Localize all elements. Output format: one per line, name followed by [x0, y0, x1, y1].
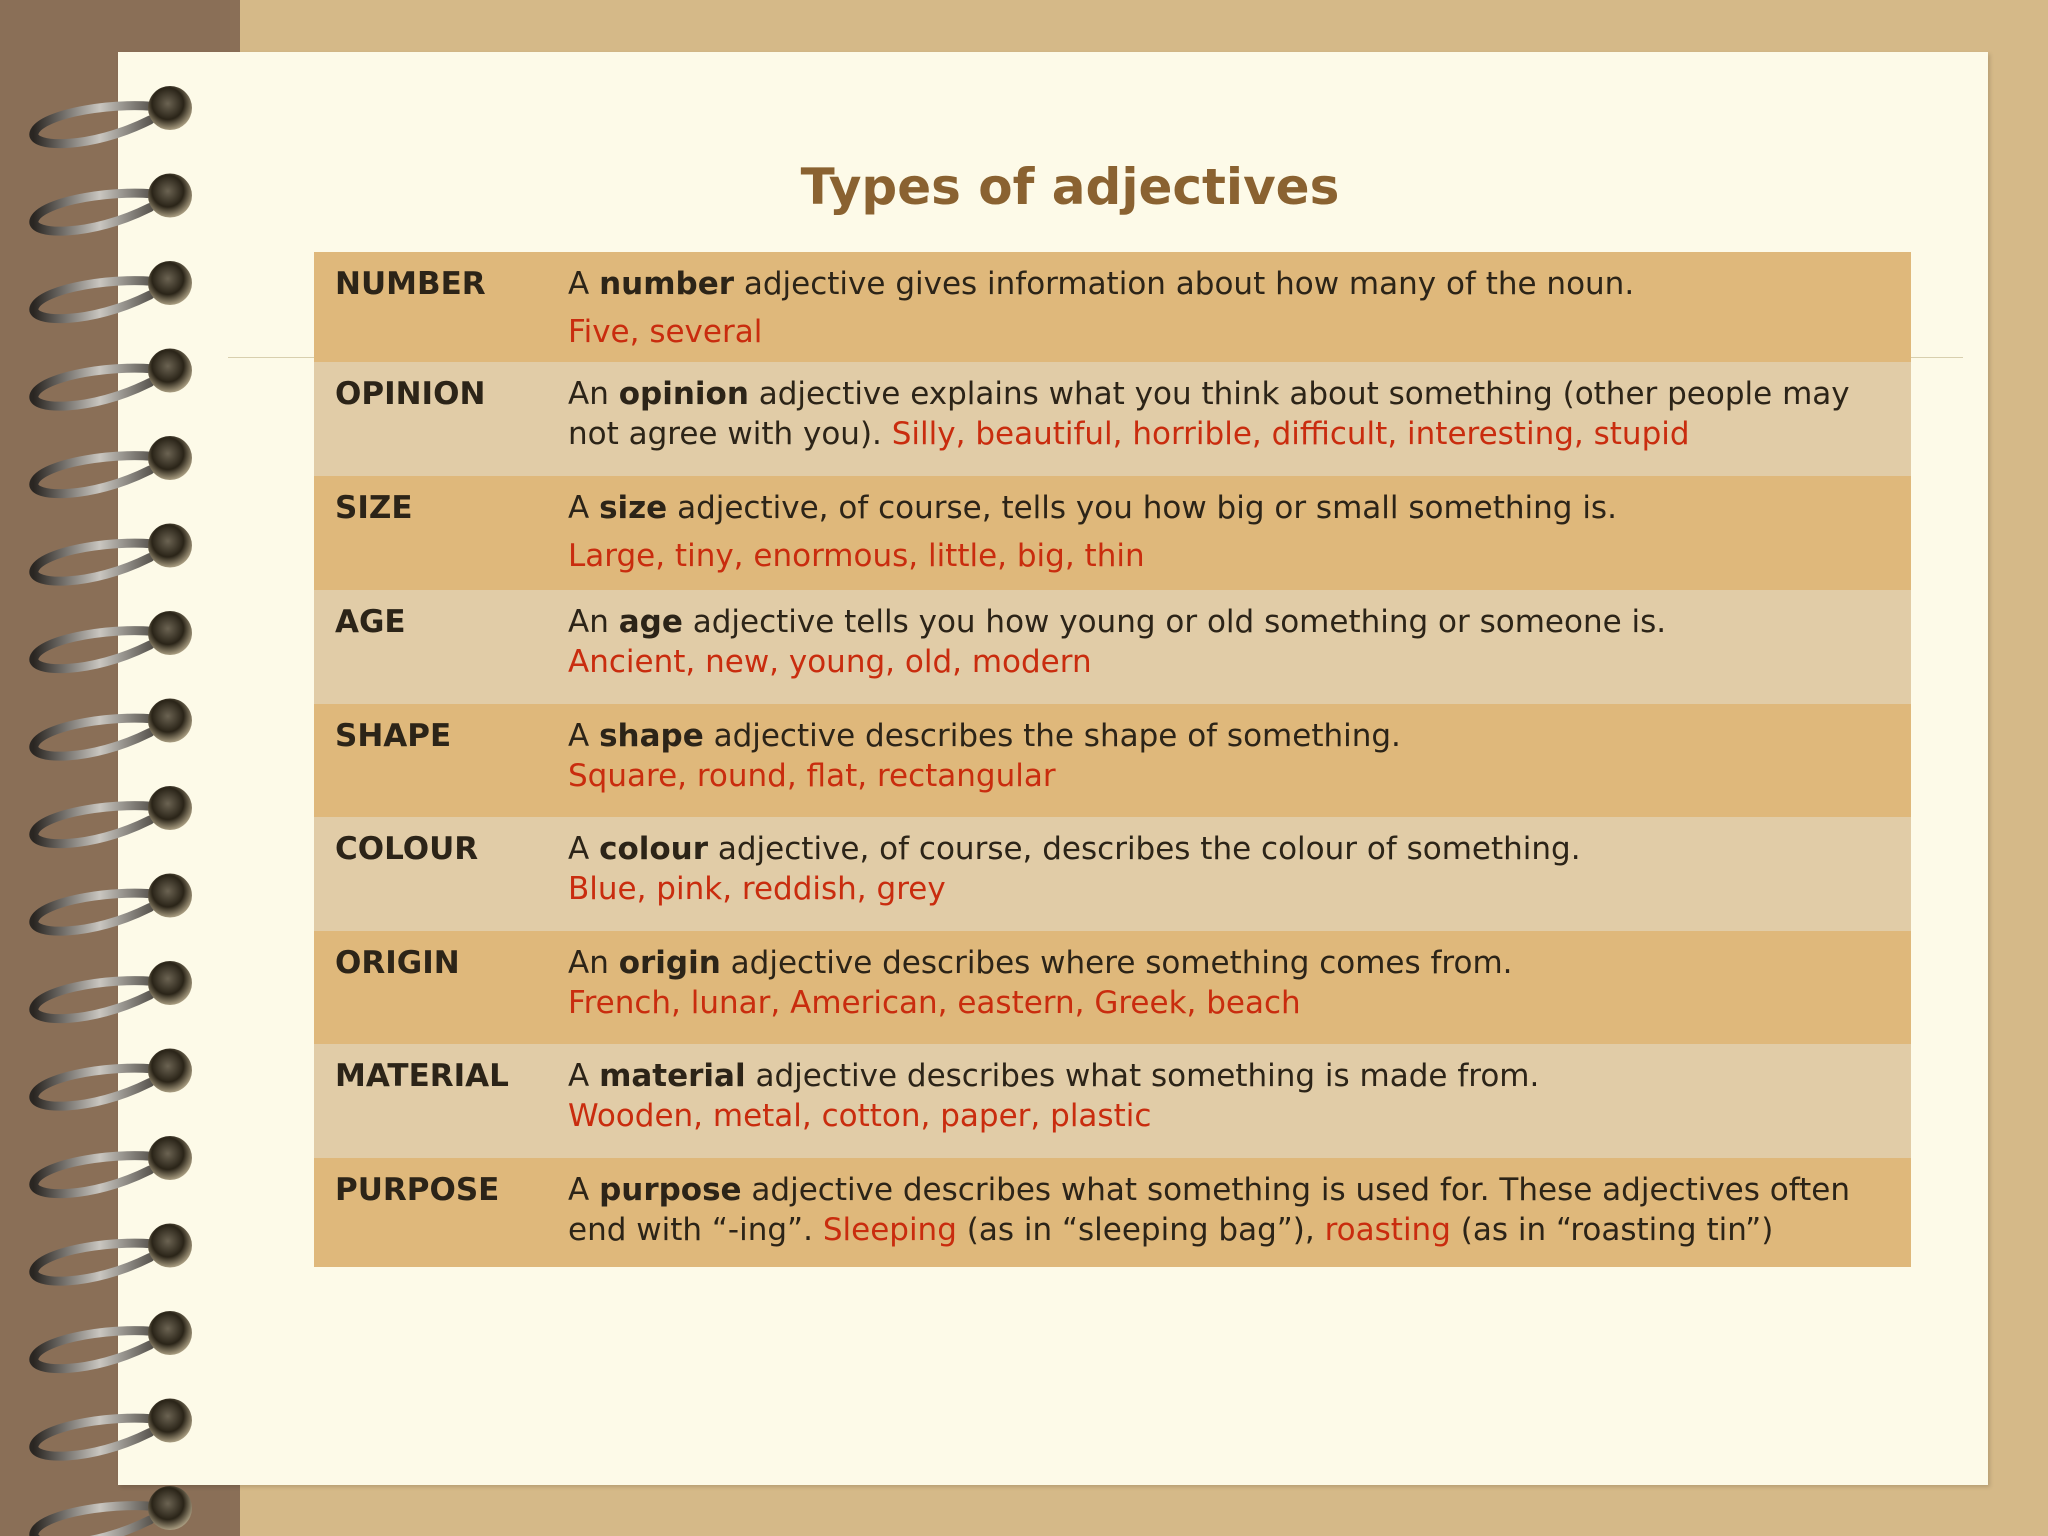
- row-description: A colour adjective, of course, describes the colour of something. Blue, pink, reddish, grey: [568, 829, 1887, 931]
- spiral-ring: [34, 1156, 166, 1194]
- row-keyword: origin: [618, 945, 721, 981]
- binding-hole: [148, 611, 192, 655]
- row-description: An age adjective tells you how young or old something or someone is. Ancient, new, young, old, modern: [568, 602, 1887, 704]
- row-keyword: age: [618, 604, 683, 640]
- binding-hole: [148, 874, 192, 918]
- row-description: An origin adjective describes where something comes from. French, lunar, American, eastern, Greek, beach: [568, 943, 1887, 1044]
- row-examples: Wooden, metal, cotton, paper, plastic: [568, 1098, 1152, 1134]
- row-keyword: shape: [599, 718, 704, 754]
- row-label: COLOUR: [335, 831, 479, 867]
- row-description: A size adjective, of course, tells you how big or small something is. Large, tiny, enormous, little, big, thin: [568, 488, 1887, 590]
- spiral-binding-icon: [0, 0, 240, 1536]
- row-label: PURPOSE: [335, 1172, 500, 1208]
- row-example-2: roasting: [1324, 1212, 1451, 1248]
- row-examples: Square, round, flat, rectangular: [568, 758, 1056, 794]
- binding-hole: [148, 1224, 192, 1268]
- spiral-ring: [34, 718, 166, 756]
- spiral-ring: [34, 193, 166, 231]
- page-title: Types of adjectives: [800, 158, 1340, 216]
- table-row-purpose: [314, 1158, 1911, 1267]
- binding-hole: [148, 174, 192, 218]
- row-keyword: purpose: [599, 1172, 742, 1208]
- table-row-opinion: [314, 362, 1911, 476]
- spiral-ring: [34, 543, 166, 581]
- binding-hole: [148, 786, 192, 830]
- row-label: MATERIAL: [335, 1058, 509, 1094]
- spiral-ring: [34, 1331, 166, 1369]
- row-keyword: colour: [599, 831, 709, 867]
- binding-hole: [148, 86, 192, 130]
- row-label: AGE: [335, 604, 406, 640]
- binding-hole: [148, 1136, 192, 1180]
- row-examples: Blue, pink, reddish, grey: [568, 871, 946, 907]
- table-row-number: [314, 252, 1911, 362]
- binding-hole: [148, 1311, 192, 1355]
- row-description: An opinion adjective explains what you think about something (other people may not agree with you). Silly, beautiful, horrible, difficult, interesting, stupid: [568, 376, 1850, 452]
- table-row-colour: [314, 817, 1911, 931]
- binding-hole: [148, 349, 192, 393]
- row-description: A purpose adjective describes what something is used for. These adjectives often end with “-ing”. Sleeping (as in “sleeping bag”), roasting (as in “roasting tin”): [568, 1172, 1850, 1248]
- spiral-ring: [34, 368, 166, 406]
- row-example-1: Sleeping: [822, 1212, 957, 1248]
- spiral-ring: [34, 1243, 166, 1281]
- binding-hole: [148, 436, 192, 480]
- row-examples: Five, several: [568, 314, 763, 350]
- table-row-material: [314, 1044, 1911, 1158]
- row-examples: French, lunar, American, eastern, Greek, beach: [568, 985, 1301, 1021]
- spiral-ring: [34, 893, 166, 931]
- row-examples: Ancient, new, young, old, modern: [568, 644, 1092, 680]
- row-label: SIZE: [335, 490, 413, 526]
- binding-hole: [148, 1049, 192, 1093]
- row-description: A material adjective describes what something is made from. Wooden, metal, cotton, paper, plastic: [568, 1056, 1887, 1158]
- spiral-ring: [34, 1068, 166, 1106]
- row-keyword: number: [599, 266, 735, 302]
- row-keyword: size: [599, 490, 668, 526]
- binding-hole: [148, 699, 192, 743]
- binding-hole: [148, 1399, 192, 1443]
- binding-hole: [148, 261, 192, 305]
- row-examples: Large, tiny, enormous, little, big, thin: [568, 538, 1145, 574]
- spiral-ring: [34, 1506, 166, 1536]
- binding-hole: [148, 961, 192, 1005]
- spiral-ring: [34, 631, 166, 669]
- table-row-shape: [314, 704, 1911, 817]
- binding-hole: [148, 524, 192, 568]
- row-description: A shape adjective describes the shape of something. Square, round, flat, rectangular: [568, 716, 1887, 817]
- row-label: ORIGIN: [335, 945, 460, 981]
- row-label: SHAPE: [335, 718, 452, 754]
- spiral-ring: [34, 981, 166, 1019]
- row-label: OPINION: [335, 376, 486, 412]
- spiral-ring: [34, 806, 166, 844]
- spiral-ring: [34, 456, 166, 494]
- row-keyword: opinion: [618, 376, 749, 412]
- row-keyword: material: [599, 1058, 746, 1094]
- table-row-age: [314, 590, 1911, 704]
- spiral-ring: [34, 281, 166, 319]
- row-label: NUMBER: [335, 266, 486, 302]
- binding-hole: [148, 1486, 192, 1530]
- table-row-origin: [314, 931, 1911, 1044]
- row-examples: Silly, beautiful, horrible, difficult, interesting, stupid: [891, 416, 1690, 452]
- row-description: A number adjective gives information about how many of the noun. Five, several: [568, 264, 1887, 362]
- spiral-ring: [34, 106, 166, 144]
- adjective-table: [314, 252, 1911, 1267]
- spiral-ring: [34, 1418, 166, 1456]
- table-row-size: [314, 476, 1911, 590]
